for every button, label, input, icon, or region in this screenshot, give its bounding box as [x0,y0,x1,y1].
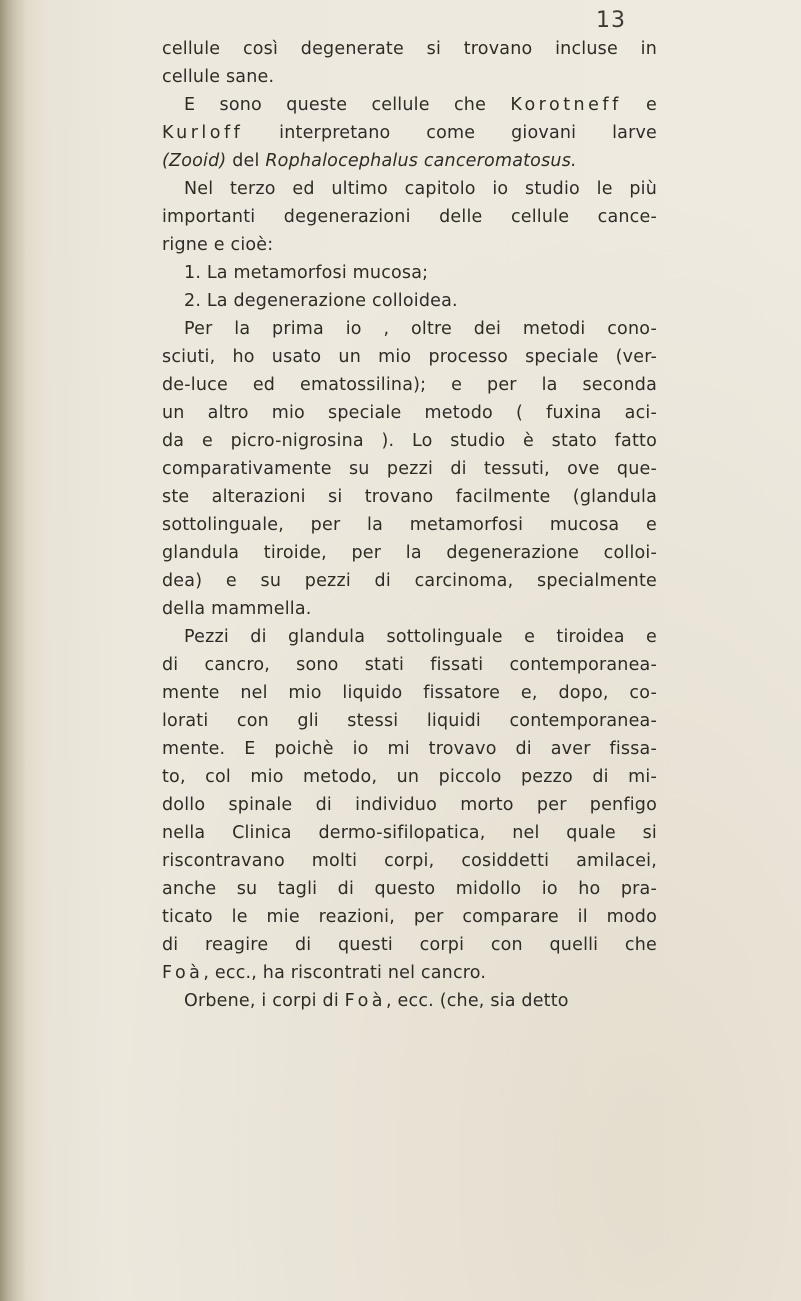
text-line: to, col mio metodo, un piccolo pezzo di mi- [162,767,657,787]
text-line: mente. E poichè io mi trovavo di aver fissa- [162,739,657,759]
text-segment: del [232,151,260,171]
text-line: dollo spinale di individuo morto per penfigo [162,795,657,815]
author-name: Korotneff [510,95,622,115]
text-line [162,147,657,175]
text-line: importanti degenerazioni delle cellule cance- [162,207,657,227]
text-segment: Orbene, i corpi di [184,991,339,1011]
text-segment: , ecc., ha riscontrati nel cancro. [203,963,487,983]
author-name: Foà [162,963,204,983]
text-segment: interpretano come giovani larve [279,123,658,143]
text-line [162,959,657,987]
species-name: Rophalocephalus canceromatosus. [265,151,577,171]
author-name: Foà [344,991,387,1011]
body-text [162,35,657,1015]
text-line [162,119,657,147]
text-line: un altro mio speciale metodo ( fuxina aci- [162,403,657,423]
text-line: di reagire di questi corpi con quelli che [162,935,657,955]
text-line: Nel terzo ed ultimo capitolo io studio le più [184,179,657,199]
text-segment: e [646,95,657,115]
page-number: 13 [596,8,626,33]
text-line: rigne e cioè: [162,235,274,255]
list-item: 1. La metamorfosi mucosa; [184,263,429,283]
author-name: Kurloff [162,123,244,143]
text-line [162,987,657,1015]
text-line: sciuti, ho usato un mio processo speciale (ver- [162,347,657,367]
page-binding-edge [0,0,26,1301]
text-line: de-luce ed ematossilina); e per la seconda [162,375,657,395]
text-line: anche su tagli di questo midollo io ho pra- [162,879,657,899]
text-line: cellule così degenerate si trovano incluse in [162,39,657,59]
text-line: sottolinguale, per la metamorfosi mucosa e [162,515,657,535]
text-line: ste alterazioni si trovano facilmente (glandula [162,487,657,507]
text-line: della mammella. [162,599,312,619]
text-line: Per la prima io , oltre dei metodi cono- [184,319,657,339]
text-line: Pezzi di glandula sottolinguale e tiroidea e [184,627,657,647]
text-line [162,91,657,119]
text-line: cellule sane. [162,67,275,87]
text-line: glandula tiroide, per la degenerazione colloi- [162,543,657,563]
text-line: mente nel mio liquido fissatore e, dopo, co- [162,683,657,703]
text-line: nella Clinica dermo-sifilopatica, nel quale si [162,823,657,843]
italic-term: (Zooid) [162,151,227,171]
text-line: comparativamente su pezzi di tessuti, ove que- [162,459,657,479]
text-line: da e picro-nigrosina ). Lo studio è stato fatto [162,431,657,451]
text-segment: , ecc. (che, sia detto [386,991,569,1011]
text-line: dea) e su pezzi di carcinoma, specialmente [162,571,657,591]
text-segment: E sono queste cellule che [184,95,487,115]
text-line: di cancro, sono stati fissati contemporanea- [162,655,657,675]
text-line: riscontravano molti corpi, cosiddetti amilacei, [162,851,657,871]
text-line: ticato le mie reazioni, per comparare il modo [162,907,657,927]
text-line: lorati con gli stessi liquidi contemporanea- [162,711,657,731]
list-item: 2. La degenerazione colloidea. [184,291,458,311]
